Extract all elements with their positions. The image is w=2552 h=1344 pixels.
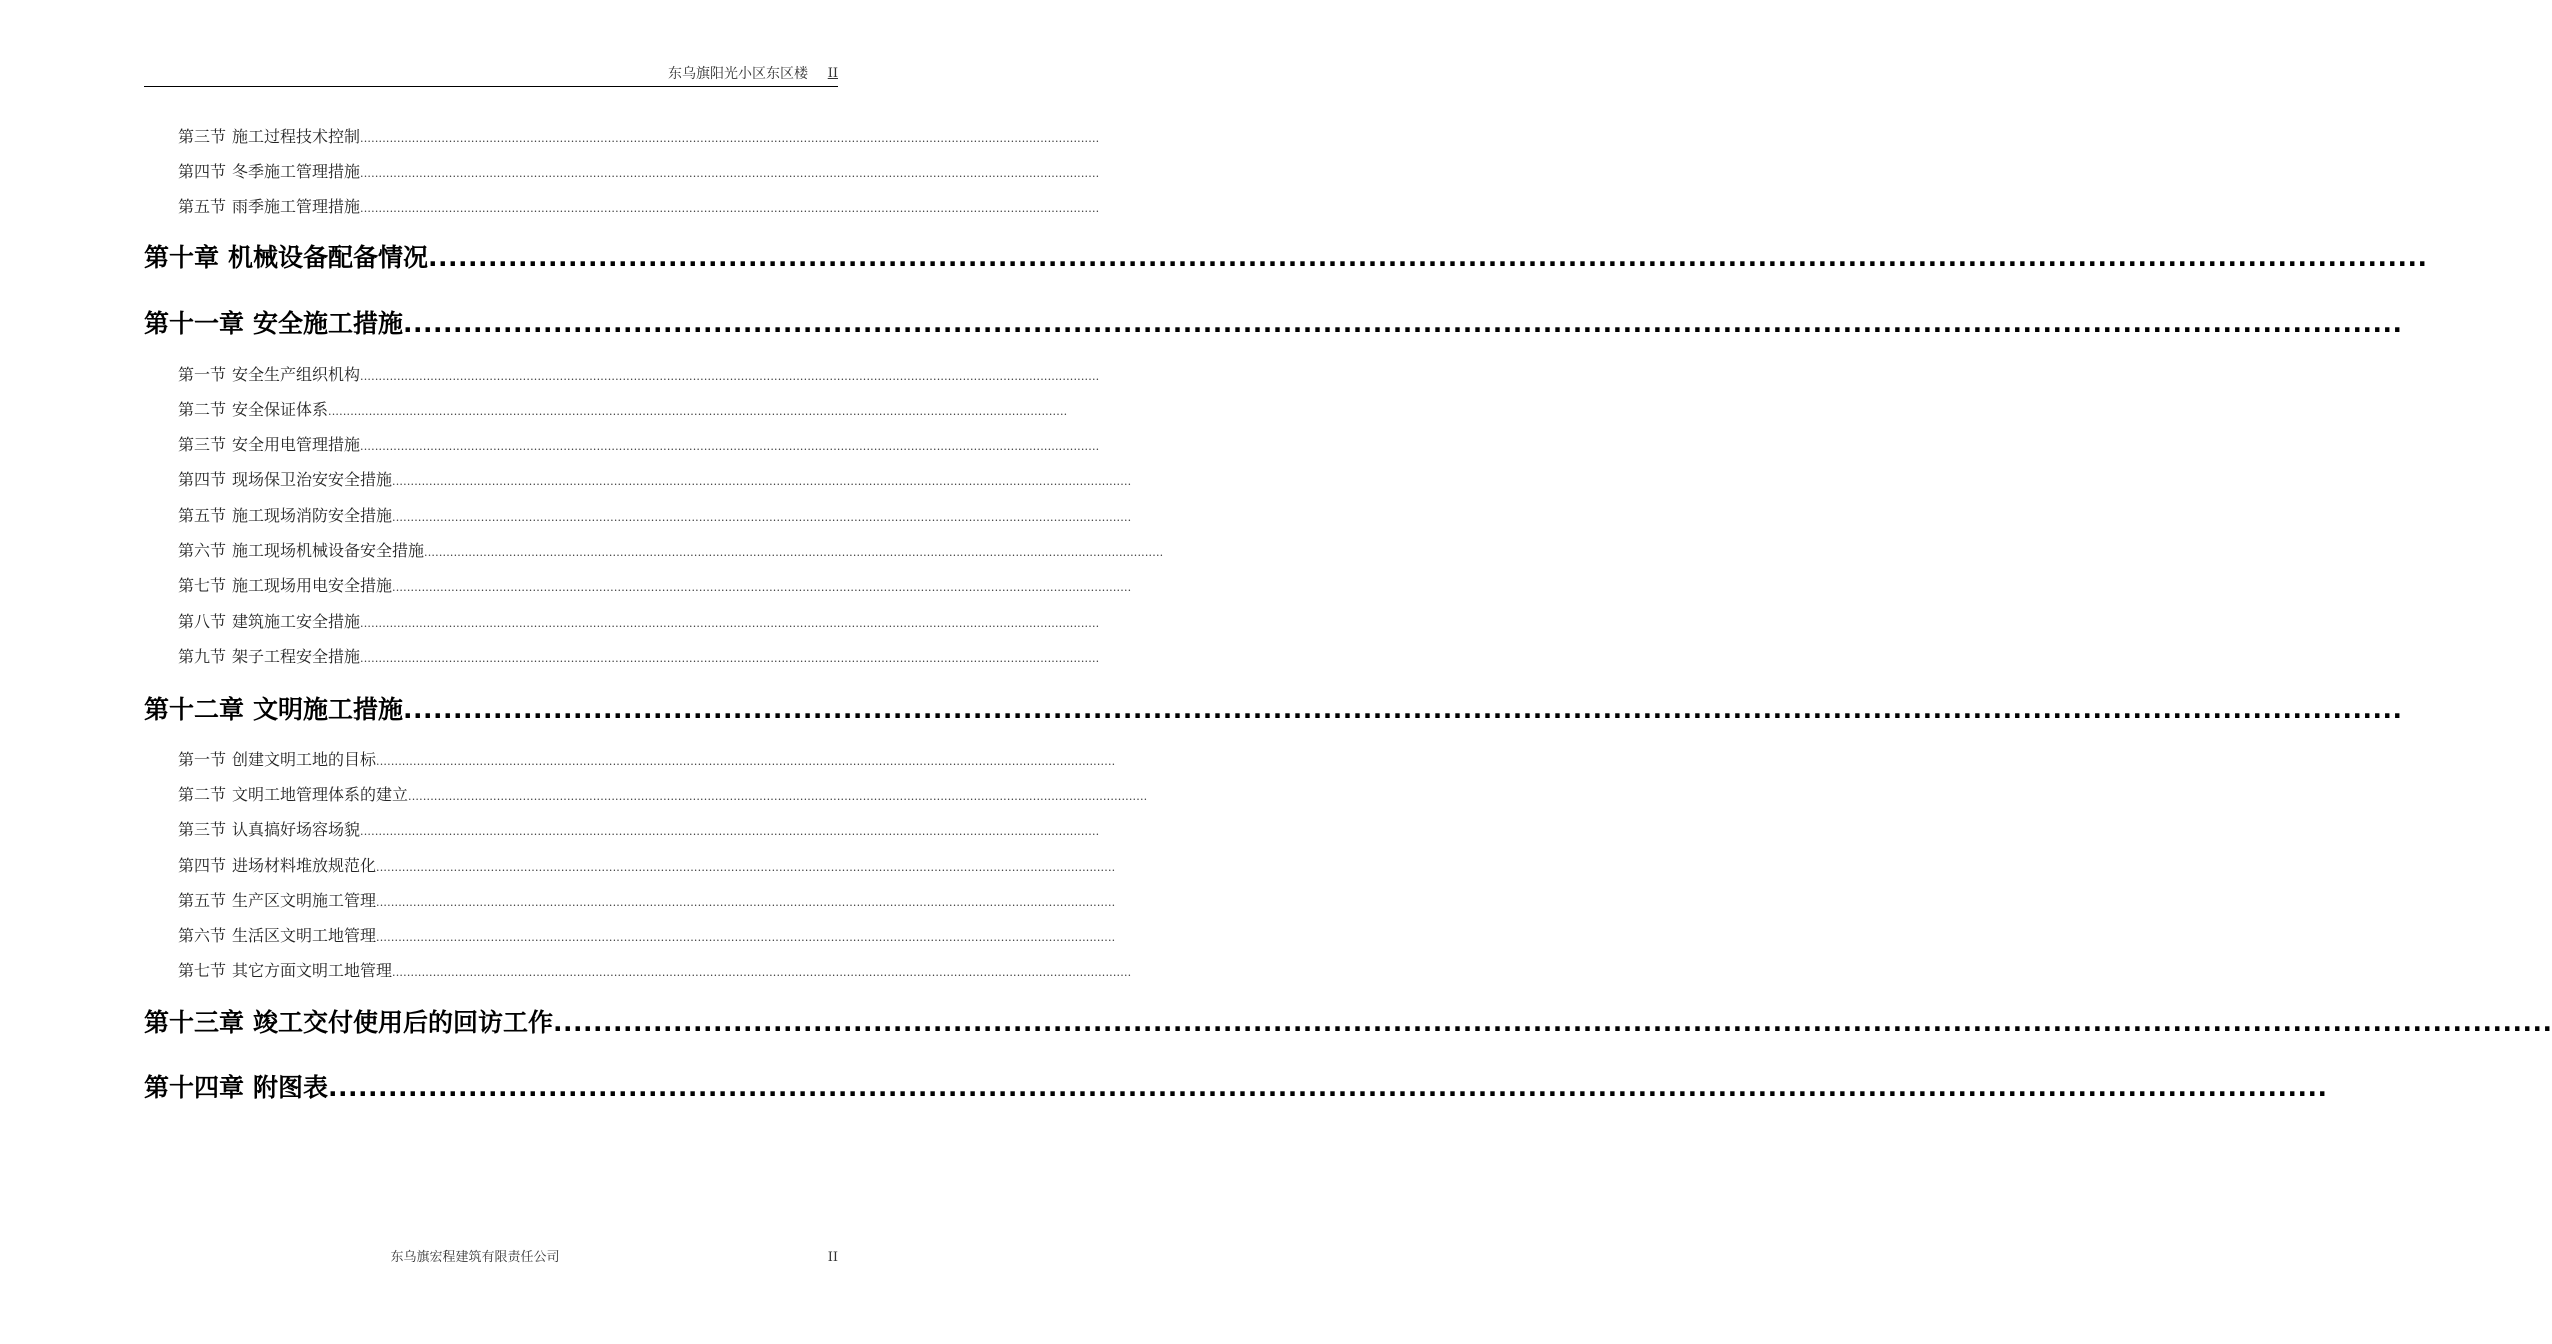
toc-entry-number: 第十一章 xyxy=(144,309,245,338)
toc-entry-number: 第七节 xyxy=(178,961,227,980)
toc-leader-dots: ........................................................................................................................................................................................................ xyxy=(360,167,1100,180)
toc-entry-number: 第三节 xyxy=(178,127,227,146)
toc-chapter[interactable] xyxy=(144,304,2403,344)
toc-entry-number: 第四节 xyxy=(178,470,227,489)
toc-section[interactable] xyxy=(178,573,1132,599)
toc-leader-dots: ........................................................................................................................................................................................................ xyxy=(424,546,1164,559)
toc-entry-number: 第十四章 xyxy=(144,1073,245,1102)
toc-entry-number: 第一节 xyxy=(178,365,227,384)
toc-entry-title: 现场保卫治安安全措施 xyxy=(232,470,393,489)
toc-leader-dots: ........................................................................................................................................................................................................ xyxy=(392,966,1132,979)
toc-section[interactable] xyxy=(178,362,1100,388)
toc-leader-dots: ........................................................................................................................................................................................................ xyxy=(360,132,1100,145)
toc-entry-number: 第十章 xyxy=(144,243,220,272)
toc-leader-dots: ........................................................................................................................................................................................................ xyxy=(553,1008,2552,1037)
toc-section[interactable] xyxy=(178,923,1116,949)
toc-entry-number: 第六节 xyxy=(178,541,227,560)
toc-entry-number: 第六节 xyxy=(178,926,227,945)
toc-entry-number: 第七节 xyxy=(178,576,227,595)
toc-leader-dots: ........................................................................................................................................................................................................ xyxy=(392,581,1132,594)
toc-entry-title: 竣工交付使用后的回访工作 xyxy=(253,1008,554,1037)
toc-section[interactable] xyxy=(178,644,1100,670)
toc-section[interactable] xyxy=(178,503,1132,529)
toc-entry-title: 文明工地管理体系的建立 xyxy=(232,785,409,804)
footer-page-number: II xyxy=(827,1250,838,1265)
toc-section[interactable] xyxy=(178,747,1116,773)
toc-leader-dots: ........................................................................................................................................................................................................ xyxy=(392,511,1132,524)
toc-leader-dots: ........................................................................................................................................................................................................ xyxy=(360,370,1100,383)
toc-entry-title: 施工现场机械设备安全措施 xyxy=(232,541,425,560)
toc-entry-number: 第五节 xyxy=(178,506,227,525)
toc-leader-dots: ........................................................................................................................................................................................................ xyxy=(360,652,1100,665)
toc-section[interactable] xyxy=(178,853,1116,879)
toc-entry-title: 雨季施工管理措施 xyxy=(232,197,361,216)
toc-chapter[interactable] xyxy=(144,1003,2552,1043)
toc-leader-dots: ........................................................................................................................................................................................................ xyxy=(376,931,1116,944)
toc-entry-title: 机械设备配备情况 xyxy=(228,243,429,272)
toc-entry-title: 施工过程技术控制 xyxy=(232,127,361,146)
toc-entry-number: 第九节 xyxy=(178,647,227,666)
header-title: 东乌旗阳光小区东区楼 xyxy=(668,66,808,82)
toc-entry-title: 安全保证体系 xyxy=(232,400,329,419)
toc-entry-title: 创建文明工地的目标 xyxy=(232,750,377,769)
toc-entry-title: 进场材料堆放规范化 xyxy=(232,856,377,875)
toc-entry-title: 其它方面文明工地管理 xyxy=(232,961,393,980)
toc-leader-dots: ........................................................................................................................................................................................................ xyxy=(360,202,1100,215)
toc-entry-title: 施工现场用电安全措施 xyxy=(232,576,393,595)
toc-section[interactable] xyxy=(178,194,1100,220)
toc-entry-title: 文明施工措施 xyxy=(253,695,404,724)
toc-leader-dots: ........................................................................................................................................................................................................ xyxy=(408,790,1148,803)
toc-entry-number: 第二节 xyxy=(178,785,227,804)
toc-leader-dots: ........................................................................................................................................................................................................ xyxy=(328,1073,2328,1102)
toc-section[interactable] xyxy=(178,817,1100,843)
toc-entry-title: 安全施工措施 xyxy=(253,309,404,338)
toc-leader-dots: ........................................................................................................................................................................................................ xyxy=(428,243,2428,272)
toc-leader-dots: ........................................................................................................................................................................................................ xyxy=(328,405,1068,418)
toc-leader-dots: ........................................................................................................................................................................................................ xyxy=(392,475,1132,488)
toc-section[interactable] xyxy=(178,124,1100,150)
toc-entry-title: 架子工程安全措施 xyxy=(232,647,361,666)
toc-entry-number: 第八节 xyxy=(178,612,227,631)
toc-section[interactable] xyxy=(178,432,1100,458)
toc-leader-dots: ........................................................................................................................................................................................................ xyxy=(360,617,1100,630)
toc-leader-dots: ........................................................................................................................................................................................................ xyxy=(360,825,1100,838)
toc-entry-number: 第五节 xyxy=(178,197,227,216)
toc-entry-title: 建筑施工安全措施 xyxy=(232,612,361,631)
toc-section[interactable] xyxy=(178,958,1132,984)
toc-entry-number: 第四节 xyxy=(178,162,227,181)
toc-section[interactable] xyxy=(178,888,1116,914)
toc-chapter[interactable] xyxy=(144,690,2403,730)
toc-entry-number: 第四节 xyxy=(178,856,227,875)
toc-entry-title: 附图表 xyxy=(253,1073,329,1102)
toc-section[interactable] xyxy=(178,609,1100,635)
toc-leader-dots: ........................................................................................................................................................................................................ xyxy=(376,896,1116,909)
page-header xyxy=(144,64,838,87)
header-page-number: II xyxy=(827,66,838,81)
toc-section[interactable] xyxy=(178,159,1100,185)
toc-entry-title: 施工现场消防安全措施 xyxy=(232,506,393,525)
toc-chapter[interactable] xyxy=(144,1068,2328,1108)
toc-leader-dots: ........................................................................................................................................................................................................ xyxy=(376,861,1116,874)
toc-section[interactable] xyxy=(178,782,1148,808)
toc-section[interactable] xyxy=(178,397,1068,423)
toc-entry-title: 安全用电管理措施 xyxy=(232,435,361,454)
toc-entry-number: 第一节 xyxy=(178,750,227,769)
toc-leader-dots: ........................................................................................................................................................................................................ xyxy=(403,695,2403,724)
toc-entry-title: 生产区文明施工管理 xyxy=(232,891,377,910)
toc-entry-title: 认真搞好场容场貌 xyxy=(232,820,361,839)
toc-leader-dots: ........................................................................................................................................................................................................ xyxy=(360,440,1100,453)
toc-leader-dots: ........................................................................................................................................................................................................ xyxy=(403,309,2403,338)
toc-entry-number: 第二节 xyxy=(178,400,227,419)
toc-entry-number: 第三节 xyxy=(178,435,227,454)
toc-entry-number: 第三节 xyxy=(178,820,227,839)
toc-entry-number: 第十二章 xyxy=(144,695,245,724)
toc-section[interactable] xyxy=(178,538,1164,564)
toc-chapter[interactable] xyxy=(144,238,2428,278)
toc-entry-title: 生活区文明工地管理 xyxy=(232,926,377,945)
toc-section[interactable] xyxy=(178,467,1132,493)
toc-leader-dots: ........................................................................................................................................................................................................ xyxy=(376,755,1116,768)
toc-entry-title: 冬季施工管理措施 xyxy=(232,162,361,181)
footer-company: 东乌旗宏程建筑有限责任公司 xyxy=(390,1250,560,1265)
toc-entry-number: 第五节 xyxy=(178,891,227,910)
toc-entry-number: 第十三章 xyxy=(144,1008,245,1037)
toc-entry-title: 安全生产组织机构 xyxy=(232,365,361,384)
